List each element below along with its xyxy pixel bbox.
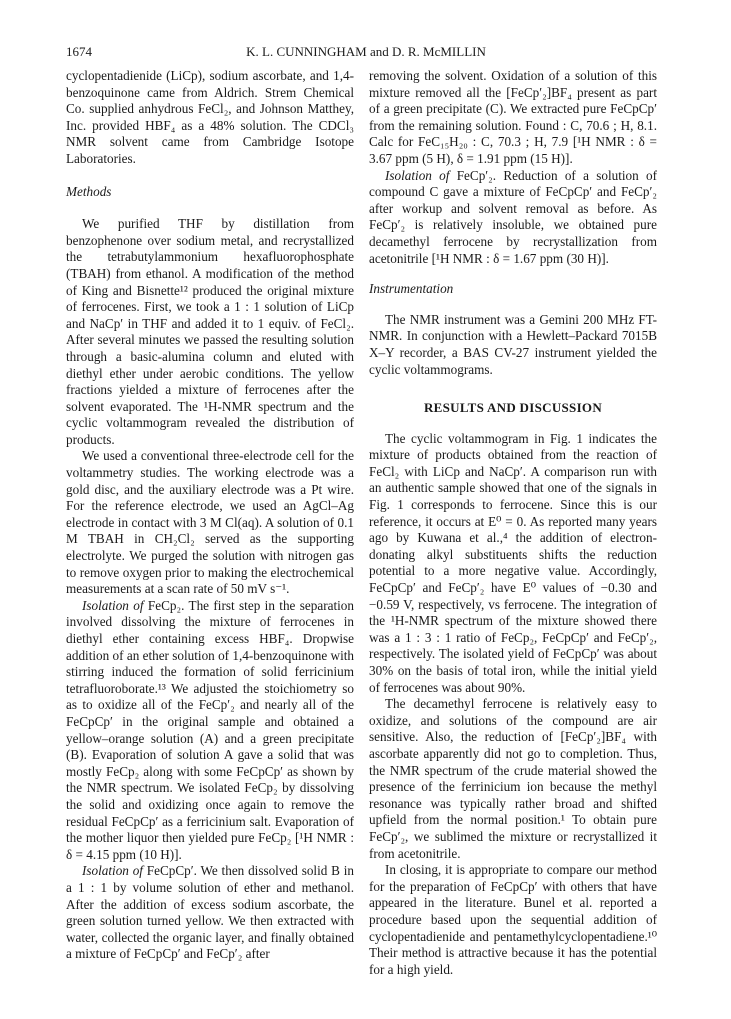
isolation-fecp2p-label-tail: FeCp′₂. xyxy=(449,167,497,183)
isolation-fecp2p-paragraph xyxy=(369,168,657,268)
results-paragraph-2: The decamethyl ferrocene is relatively easy to oxidize, and solutions of the compound are air sensitive. Also, the reduction of [FeCp′₂]BF₄ with ascorbate apparently did not go to completion. Thus, the NMR spectrum of the crude material showed the presence of the ferrinicium ion because the methyl resonance was typically rather broad and shifted upfield from the normal position.¹ To obtain pure FeCp′₂, we sublimed the mixture or recrystallized it from acetonitrile. xyxy=(369,696,657,861)
isolation-fecpcp-paragraph xyxy=(66,863,354,963)
left-column xyxy=(66,68,354,963)
continuation-paragraph: removing the solvent. Oxidation of a solution of this mixture removed all the [FeCp′₂]BF₄ present as part of a green precipitate (C). We extracted pure FeCpCp′ from the remaining solution. Found : C, 70.6 ; H, 8.1. Calc for FeC₁₅H₂₀ : C, 70.3 ; H, 7.9 [¹H NMR : δ = 3.67 ppm (5 H), δ = 1.91 ppm (15 H)]. xyxy=(369,68,657,166)
isolation-fecp2-label: Isolation of xyxy=(82,597,144,613)
right-column xyxy=(369,68,657,978)
results-paragraph-1: The cyclic voltammogram in Fig. 1 indicates the mixture of products obtained from the reaction of FeCl₂ with LiCp and NaCp′. A comparison run with an authentic sample showed that one of the signals in Fig. 1 corresponds to ferrocene. Since this is our reference, it occurs at E⁰ = 0. As reported many years ago by Kuwana et al.,⁴ the addition of electron-donating alkyl substituents shifts the reduction potential to a more negative value. Accordingly, FeCpCp′ and FeCp′₂ have E⁰ values of −0.30 and −0.59 V, respectively, vs ferrocene. The integration of the ¹H-NMR spectrum of the mixture showed there was a 1 : 3 : 1 ratio of FeCp₂, FeCpCp′ and FeCp′₂, respectively. The isolated yield of FeCpCp′ was about 30% on the basis of total iron, while the initial yield of ferrocenes was about 90%. xyxy=(369,430,657,695)
isolation-fecp2-label-tail: FeCp₂. xyxy=(143,597,185,613)
isolation-fecpcp-label: Isolation of xyxy=(82,863,143,879)
isolation-fecp2-paragraph xyxy=(66,598,354,864)
isolation-fecp2-text: The first step in the separation involved dissolving the mixture of ferrocenes in diethyl ether containing excess HBF₄. Dropwise addition of an ether solution of 1,4-benzoquinone with stirring induced the formation of solid ferricinium tetrafluoroborate.¹³ We adjusted the stoichiometry so as to oxidize all of the FeCp′₂ and nearly all of the FeCpCp′ in the original sample and obtained a yellow–orange solution (A) and a green precipitate (B). Evaporation of solution A gave a solid that was mostly FeCp₂ along with some FeCpCp′ as shown by the NMR spectrum. We isolated FeCp₂ by dissolving the solid and oxidizing once again to remove the residual FeCpCp′ as a ferricinium salt. Evaporation of the mother liquor then yielded pure FeCp₂ [¹H NMR : δ = 4.15 ppm (10 H)]. xyxy=(66,597,354,862)
isolation-fecp2p-text: Reduction of a solution of compound C gave a mixture of FeCpCp′ and FeCp′₂ after workup and solvent removal as before. As FeCp′₂ is relatively insoluble, we obtained pure decamethyl ferrocene by recrystallization from acetonitrile [¹H NMR : δ = 1.67 ppm (30 H)]. xyxy=(369,167,658,266)
isolation-fecpcp-text: We then dissolved solid B in a 1 : 1 by volume solution of ether and methanol. After the addition of excess sodium ascorbate, the green solution turned yellow. We then extracted with water, collected the organic layer, and finally obtained a mixture of FeCpCp′ and FeCp′₂ after xyxy=(66,863,355,962)
instrumentation-paragraph: The NMR instrument was a Gemini 200 MHz FT-NMR. In conjunction with a Hewlett–Packard 7015B X–Y recorder, a BAS CV-27 instrument yielded the cyclic voltammograms. xyxy=(369,311,657,377)
methods-heading: Methods xyxy=(66,183,112,199)
methods-paragraph-1: We purified THF by distillation from benzophenone over sodium metal, and recrystallized the tetrabutylammonium hexafluorophosphate (TBAH) from ethanol. A modification of the method of King and Bisnette¹² produced the original mixture of ferrocenes. First, we took a 1 : 1 solution of LiCp and NaCp′ in THF and added it to 1 equiv. of FeCl₂. After several minutes we passed the resulting solution through a basic-alumina column and eluted with diethyl ether under aerobic conditions. The yellow fractions yielded a mixture of ferrocenes after the solvent evaporated. The ¹H-NMR spectrum and the cyclic voltammogram revealed the distribution of products. xyxy=(66,216,354,447)
results-paragraph-3: In closing, it is appropriate to compare our method for the preparation of FeCpCp′ with others that have appeared in the literature. Bunel et al. reported a procedure based upon the sequential addition of cyclopentadienide and pentamethylcyclopentadiene.¹⁰ Their method is attractive because it has the potential for a high yield. xyxy=(369,862,657,977)
intro-paragraph: cyclopentadienide (LiCp), sodium ascorbate, and 1,4-benzoquinone came from Aldrich. Strem Chemical Co. supplied anhydrous FeCl₂, and Johnson Matthey, Inc. provided HBF₄ as a 48% solution. The CDCl₃ NMR solvent came from Cambridge Isotope Laboratories. xyxy=(66,68,354,166)
page-header xyxy=(66,44,666,60)
results-heading: RESULTS AND DISCUSSION xyxy=(423,400,603,416)
running-title: K. L. CUNNINGHAM and D. R. McMILLIN xyxy=(246,44,486,59)
instrumentation-heading: Instrumentation xyxy=(369,281,454,297)
isolation-fecpcp-label-tail: FeCpCp′. xyxy=(142,863,197,879)
methods-paragraph-2: We used a conventional three-electrode cell for the voltammetry studies. The working electrode was a gold disc, and the auxiliary electrode was a Pt wire. For the reference electrode, we used an AgCl–Ag electrode in contact with 3 M Cl(aq). A solution of 0.1 M TBAH in CH₂Cl₂ served as the supporting electrolyte. We purged the solution with nitrogen gas to remove oxygen prior to making the electrochemical measurements at a scan rate of 50 mV s⁻¹. xyxy=(66,448,354,597)
isolation-fecp2p-label: Isolation of xyxy=(385,167,450,183)
page-number: 1674 xyxy=(66,44,92,59)
